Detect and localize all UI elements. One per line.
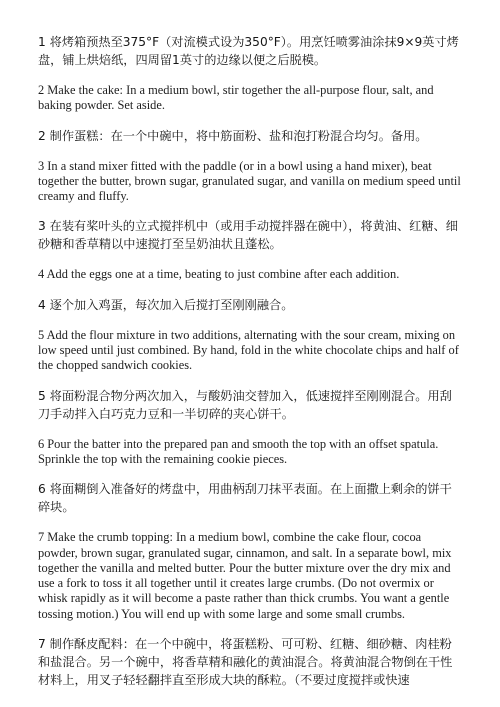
- step-6-zh: 6 将面糊倒入准备好的烤盘中，用曲柄刮刀抹平表面。在上面撒上剩余的饼干碎块。: [38, 482, 452, 515]
- step-3-zh: 3 在装有桨叶头的立式搅拌机中（或用手动搅拌器在碗中），将黄油、红糖、细砂糖和香草精以中速搅打至呈奶油状且蓬松。: [38, 219, 458, 252]
- step-5-en: 5 Add the flour mixture in two additions, alternating with the sour cream, mixing on low speed until just combined. By hand, fold in the white chocolate chips and half of the chopped sandwich cookies.: [38, 327, 459, 373]
- step-4-zh: 4 逐个加入鸡蛋，每次加入后搅打至刚刚融合。: [38, 297, 294, 312]
- step-7-en: 7 Make the crumb topping: In a medium bowl, combine the cake flour, cocoa powder, brown sugar, granulated sugar, cinnamon, and salt. In a separate bowl, mix together the vanilla and melted butter. Pour the butter mixture over the dry mix and use a fork to toss it all together until it creates large crumbs. (Do not overmix or whisk rapidly as it will become a paste rather than thick crumbs. You want a gentle tossing motion.) You will end up with some large and some small crumbs.: [38, 530, 452, 621]
- step-2-zh: 2 制作蛋糕：在一个中碗中，将中筋面粉、盐和泡打粉混合均匀。备用。: [38, 128, 428, 143]
- step-1-zh: 1 将烤箱预热至375°F（对流模式设为350°F）。用烹饪喷雾油涂抹9×9英寸烤盘，铺上烘焙纸，四周留1英寸的边缘以便之后脱模。: [38, 35, 459, 67]
- step-2-en: 2 Make the cake: In a medium bowl, stir together the all-purpose flour, salt, and baking powder. Set aside.: [38, 83, 434, 113]
- step-3-en: 3 In a stand mixer fitted with the paddle (or in a bowl using a hand mixer), beat together the butter, brown sugar, granulated sugar, and vanilla on medium speed until creamy and fluffy.: [38, 158, 461, 204]
- recipe-document: [38, 33, 462, 703]
- step-5-zh: 5 将面粉混合物分两次加入，与酸奶油交替加入，低速搅拌至刚刚混合。用刮刀手动拌入白巧克力豆和一半切碎的夹心饼干。: [38, 388, 452, 421]
- step-6-en: 6 Pour the batter into the prepared pan and smooth the top with an offset spatula. Sprinkle the top with the remaining cookie pieces.: [38, 436, 439, 466]
- step-4-en: 4 Add the eggs one at a time, beating to just combine after each addition.: [38, 267, 400, 282]
- step-7-zh: 7 制作酥皮配料：在一个中碗中，将蛋糕粉、可可粉、红糖、细砂糖、肉桂粉和盐混合。另一个碗中，将香草精和融化的黄油混合。将黄油混合物倒在干性材料上，用叉子轻轻翻拌直至形成大块的酥粒。（不要过度搅拌或快速: [38, 637, 453, 688]
